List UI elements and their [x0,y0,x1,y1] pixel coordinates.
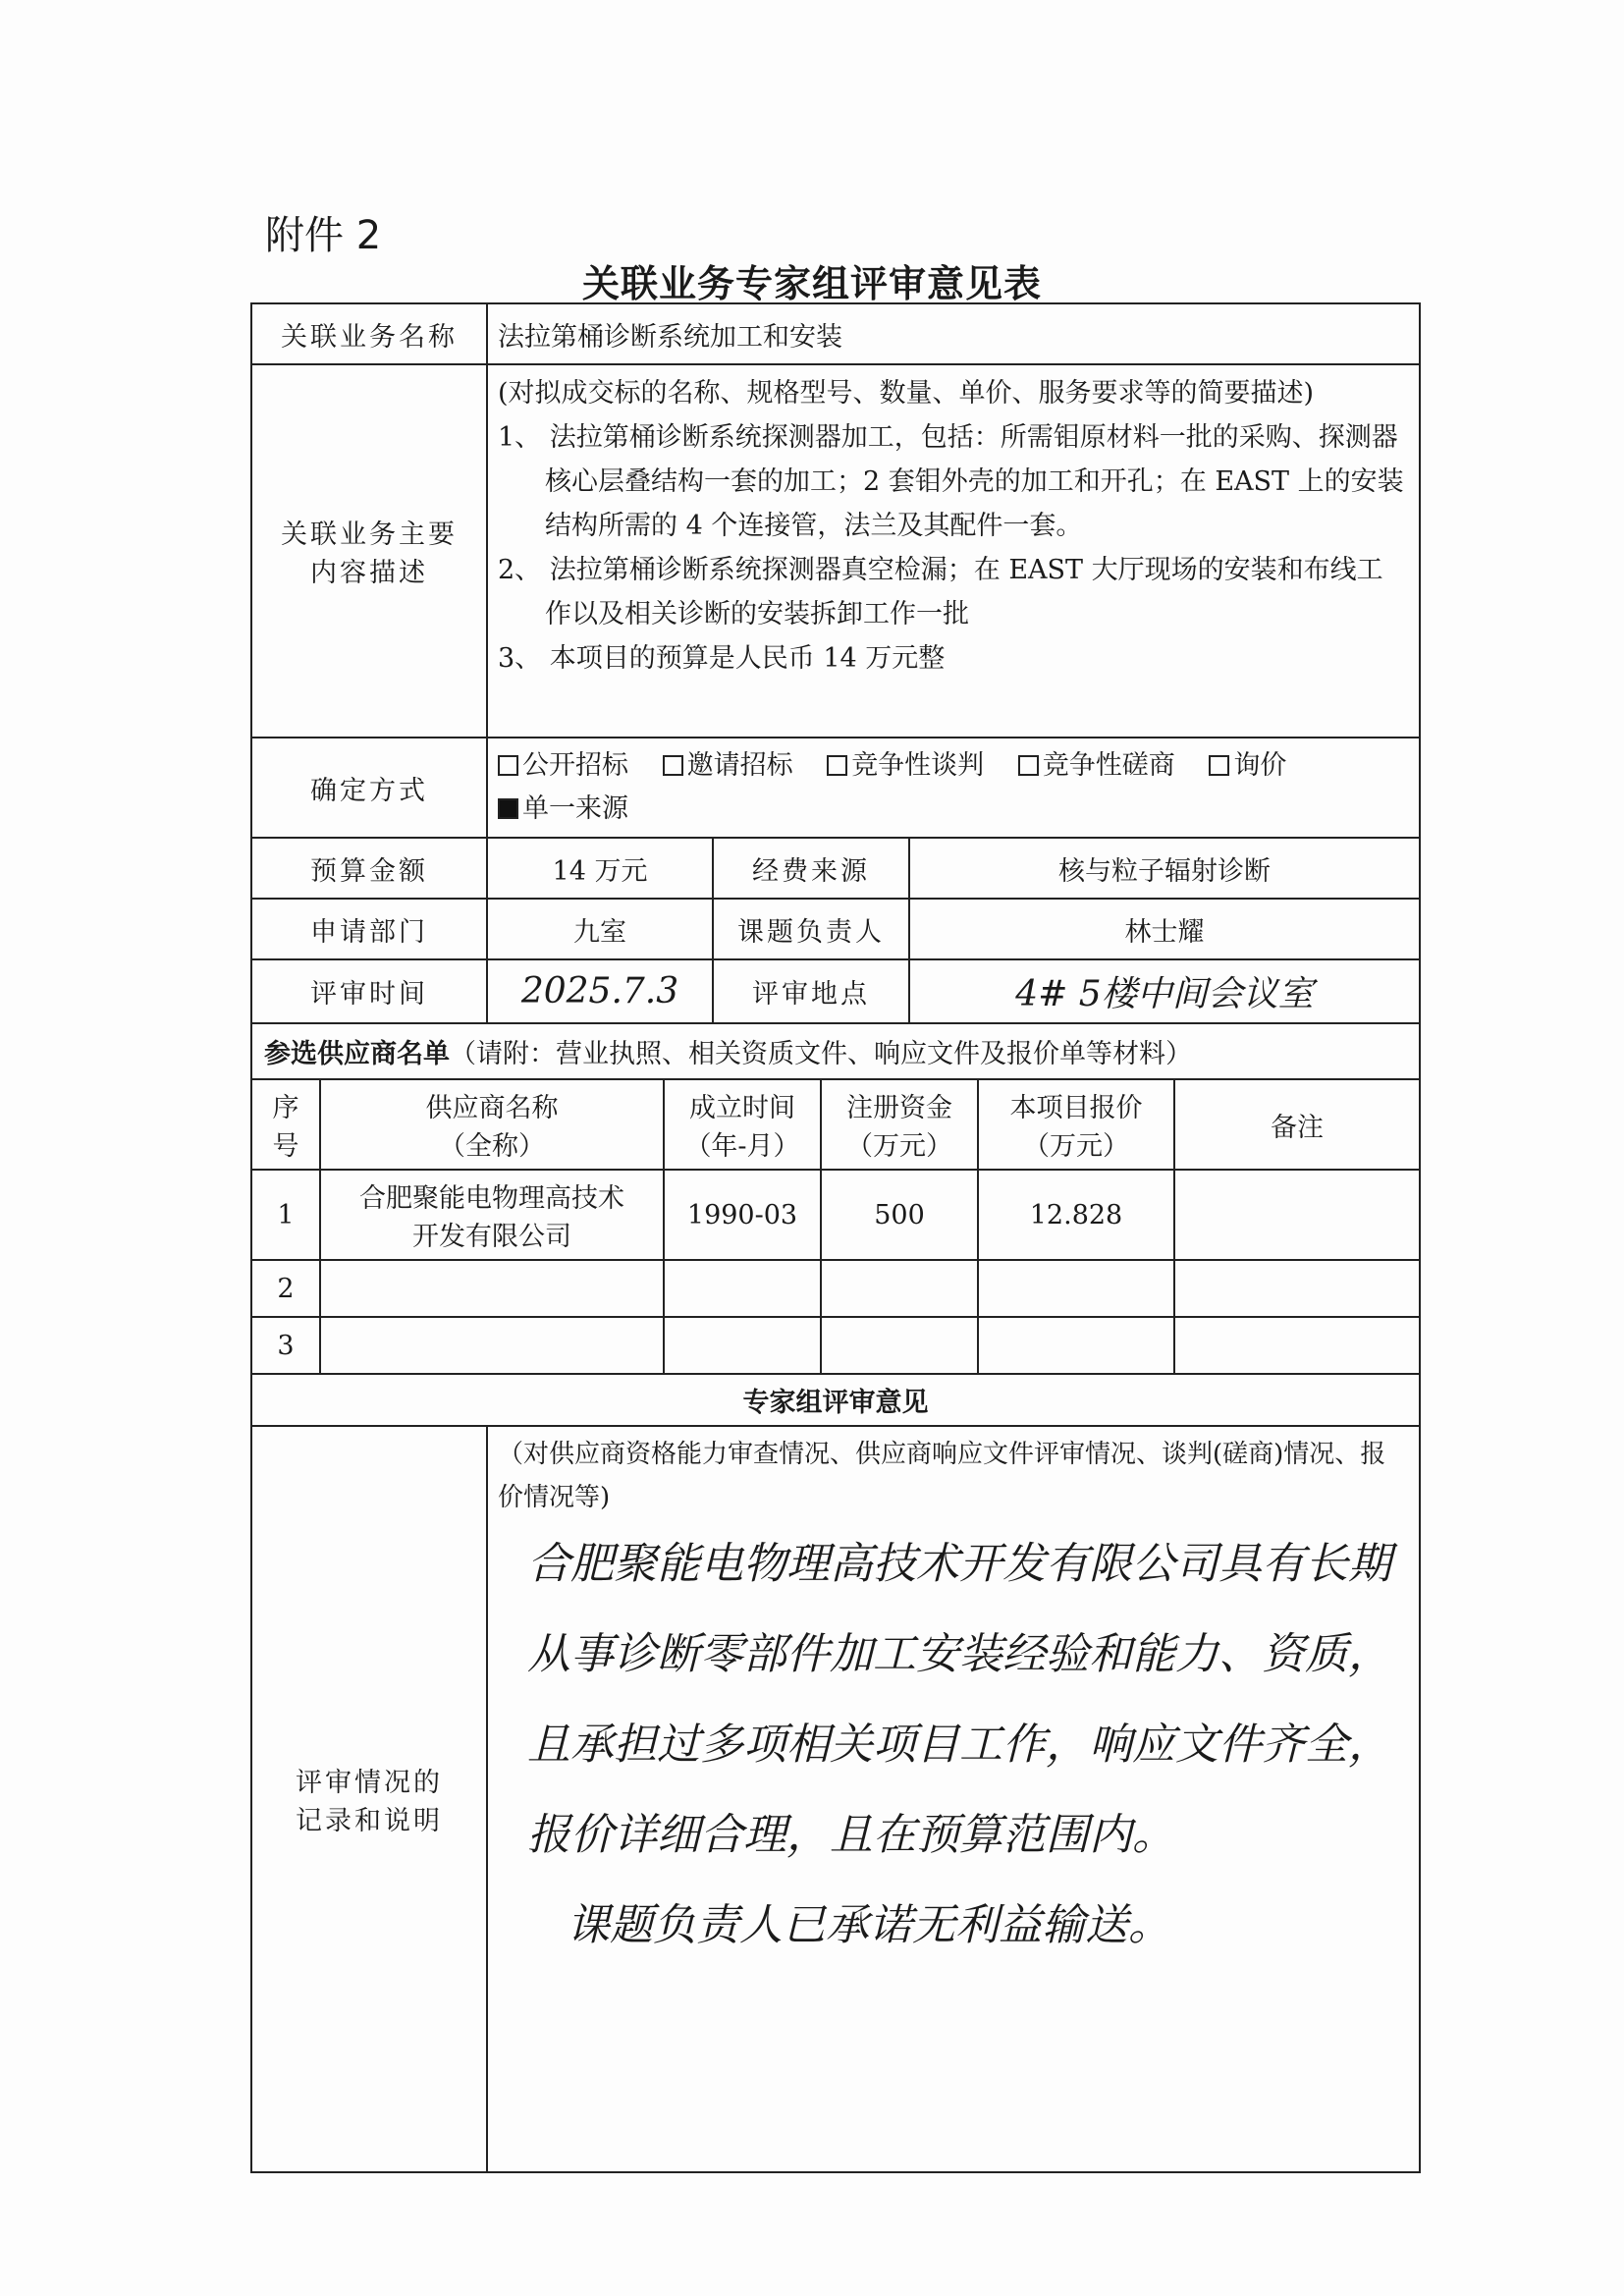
suppliers-section-note: （请附：营业执照、相关资质文件、响应文件及报价单等材料） [450,1039,1192,1069]
checkbox-icon [827,755,847,776]
option-inquiry[interactable] [1209,750,1286,781]
opinion-label-line1: 评审情况的 [296,1768,443,1798]
handwritten-line: 课题负责人已承诺无利益输送。 [567,1900,1171,1950]
header-line: （万元） [1023,1131,1129,1162]
col-header-capital [821,1079,978,1170]
funding-label: 经费来源 [713,838,909,899]
funding-value: 核与粒子辐射诊断 [909,838,1420,899]
supplier-established [664,1317,821,1374]
review-time-value: 2025.7.3 [487,959,713,1023]
leader-value: 林士耀 [909,899,1420,959]
handwritten-line: 合肥聚能电物理高技术开发有限公司具有长期 [527,1539,1391,1589]
header-line: 注册资金 [846,1093,952,1123]
table-row [251,1170,1420,1260]
main-content-label-line2: 内容描述 [310,558,428,588]
col-header-name [320,1079,664,1170]
supplier-quote [978,1317,1174,1374]
col-header-seq [251,1079,320,1170]
col-header-remark: 备注 [1174,1079,1420,1170]
supplier-quote [978,1260,1174,1317]
supplier-no: 2 [251,1260,320,1317]
header-line: （全称） [439,1131,545,1162]
description-item-2: 2、 法拉第桶诊断系统探测器真空检漏；在 EAST 大厅现场的安装和布线工作以及相关诊断的安装拆卸工作一批 [498,555,1383,629]
header-line: 成立时间 [689,1093,795,1123]
supplier-established [664,1260,821,1317]
review-place-value: 4# 5楼中间会议室 [909,959,1420,1023]
suppliers-section-title: 参选供应商名单 [264,1039,450,1069]
review-place-label: 评审地点 [713,959,909,1023]
option-label: 公开招标 [522,750,628,781]
department-value: 九室 [487,899,713,959]
supplier-remark [1174,1170,1420,1260]
leader-label: 课题负责人 [713,899,909,959]
table-row [251,1260,1420,1317]
option-open-tender[interactable] [498,750,628,781]
description-item-1: 1、 法拉第桶诊断系统探测器加工，包括：所需钼原材料一批的采购、探测器核心层叠结构一套的加工；2 套钼外壳的加工和开孔；在 EAST 上的安装结构所需的 4 个连接管，法兰及其配件一套。 [498,422,1404,541]
supplier-name [320,1260,664,1317]
supplier-name [320,1170,664,1260]
header-line: 供应商名称 [425,1093,559,1123]
method-label: 确定方式 [251,738,487,838]
header-line: 本项目报价 [1009,1093,1143,1123]
review-time-label: 评审时间 [251,959,487,1023]
col-header-quote [978,1079,1174,1170]
opinion-title: 专家组评审意见 [251,1374,1420,1426]
review-form [250,302,1419,2173]
checkbox-checked-icon [498,798,518,819]
business-name-value: 法拉第桶诊断系统加工和安装 [487,303,1420,364]
header-line: （年-月） [684,1131,800,1162]
business-name-label: 关联业务名称 [251,303,487,364]
supplier-capital [821,1317,978,1374]
main-content-label-line1: 关联业务主要 [281,519,458,550]
col-header-established [664,1079,821,1170]
description-intro: (对拟成交标的名称、规格型号、数量、单价、服务要求等的简要描述) [498,378,1315,409]
handwritten-line: 从事诊断零部件加工安装经验和能力、资质， [527,1629,1391,1679]
supplier-name-line: 开发有限公司 [412,1222,571,1252]
form-title: 关联业务专家组评审意见表 [581,262,1042,305]
budget-label: 预算金额 [251,838,487,899]
option-label: 邀请招标 [686,750,793,781]
supplier-remark [1174,1317,1420,1374]
handwritten-line: 报价详细合理，且在预算范围内。 [527,1810,1175,1860]
option-competitive-consultation[interactable] [1018,750,1175,781]
opinion-table [250,1373,1421,2173]
checkbox-icon [498,755,518,776]
header-line: 序 [272,1093,299,1123]
supplier-table [250,1078,1421,1375]
handwritten-line: 且承担过多项相关项目工作，响应文件齐全， [527,1720,1391,1770]
option-label: 竞争性谈判 [851,750,985,781]
opinion-label [251,1426,487,2172]
supplier-capital: 500 [821,1170,978,1260]
main-content-label [251,364,487,738]
opinion-label-line2: 记录和说明 [296,1806,443,1836]
supplier-no: 3 [251,1317,320,1374]
supplier-capital [821,1260,978,1317]
option-label: 竞争性磋商 [1042,750,1175,781]
option-competitive-negotiation[interactable] [827,750,984,781]
option-invited-tender[interactable] [663,750,793,781]
table-row [251,1317,1420,1374]
method-options [487,738,1420,838]
option-single-source[interactable] [498,793,628,824]
department-label: 申请部门 [251,899,487,959]
header-table [250,302,1421,1080]
option-label: 询价 [1233,750,1287,781]
supplier-established: 1990-03 [664,1170,821,1260]
supplier-name-line: 合肥聚能电物理高技术 [359,1183,624,1214]
opinion-content [487,1426,1420,2172]
header-line: （万元） [846,1131,952,1162]
attachment-label: 附件 2 [265,213,382,258]
supplier-remark [1174,1260,1420,1317]
supplier-no: 1 [251,1170,320,1260]
suppliers-section-header [251,1023,1420,1079]
budget-value: 14 万元 [487,838,713,899]
supplier-name [320,1317,664,1374]
checkbox-icon [1209,755,1229,776]
main-content-description [487,364,1420,738]
opinion-hint: （对供应商资格能力审查情况、供应商响应文件评审情况、谈判(磋商)情况、报价情况等) [498,1440,1386,1512]
checkbox-icon [663,755,683,776]
option-label: 单一来源 [522,793,628,824]
header-line: 号 [272,1131,299,1162]
description-item-3: 3、 本项目的预算是人民币 14 万元整 [498,643,946,674]
checkbox-icon [1018,755,1039,776]
supplier-quote: 12.828 [978,1170,1174,1260]
